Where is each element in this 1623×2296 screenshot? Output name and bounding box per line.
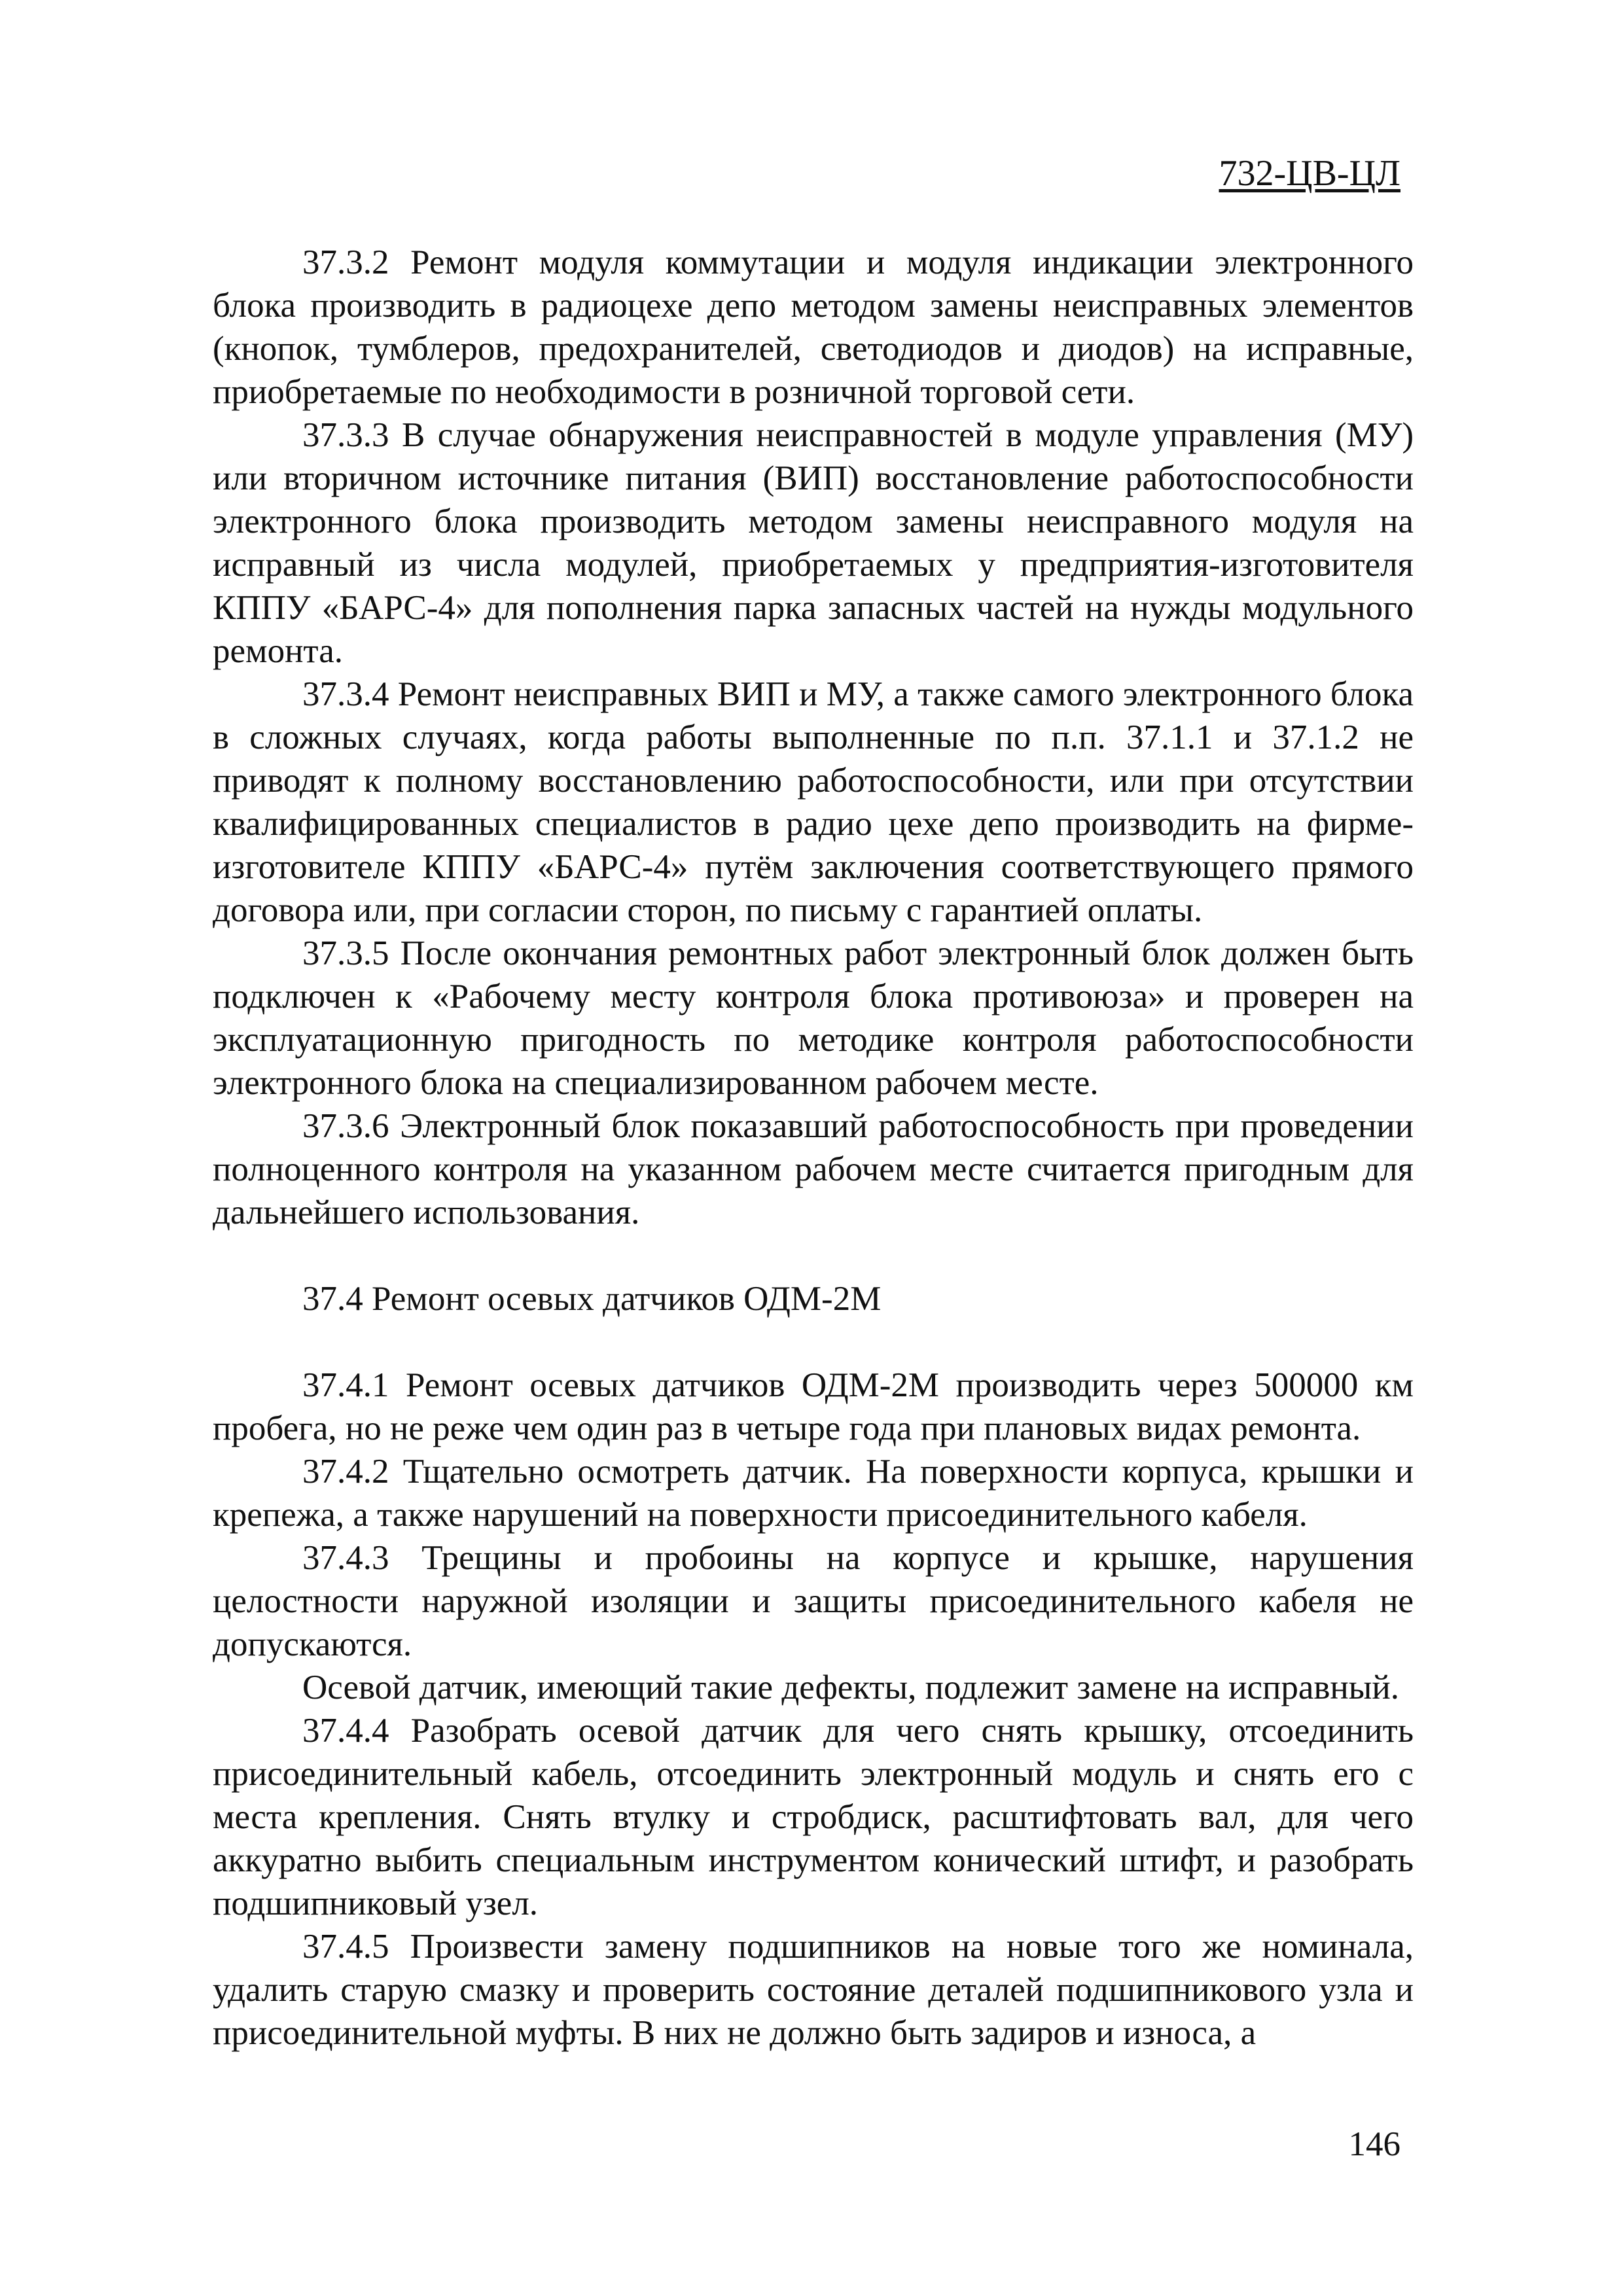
page-number: 146 bbox=[1348, 2125, 1400, 2163]
paragraph-37-4-3: 37.4.3 Трещины и пробоины на корпусе и крышке, нарушения целостности наружной изоляции и защиты присоединительного кабеля не допускаются. bbox=[213, 1539, 1414, 1663]
paragraph-37-4-1: 37.4.1 Ремонт осевых датчиков ОДМ-2М производить через 500000 км пробега, но не реже чем один раз в четыре года при плановых видах ремонта. bbox=[213, 1366, 1414, 1447]
section-heading: 37.4 Ремонт осевых датчиков ОДМ-2М bbox=[302, 1280, 882, 1318]
paragraph-37-4-5: 37.4.5 Произвести замену подшипников на новые того же номинала, удалить старую смазку и проверить состояние деталей подшипникового узла и присоединительной муфты. В них не должно быть задиров и износа, а bbox=[213, 1928, 1414, 2052]
document-code: 732-ЦВ-ЦЛ bbox=[1219, 153, 1400, 194]
body-text bbox=[213, 241, 1414, 2055]
paragraph-37-4-4: 37.4.4 Разобрать осевой датчик для чего снять крышку, отсоединить присоединительный кабель, отсоединить электронный модуль и снять его с места крепления. Снять втулку и стробдиск, расштифтовать вал, для чего аккуратно выбить специальным инструментом конический штифт, и разобрать подшипниковый узел. bbox=[213, 1712, 1414, 1922]
paragraph-37-3-4: 37.3.4 Ремонт неисправных ВИП и МУ, а также самого электронного блока в сложных случаях, когда работы выполненные по п.п. 37.1.1 и 37.1.2 не приводят к полному восстановлению работоспособности, или при отсутствии квалифицированных специалистов в радио цехе депо производить на фирме-изготовителе КППУ «БАРС-4» путём заключения соответствующего прямого договора или, при согласии сторон, по письму с гарантией оплаты. bbox=[213, 675, 1414, 929]
paragraph-defect-note: Осевой датчик, имеющий такие дефекты, подлежит замене на исправный. bbox=[302, 1669, 1399, 1706]
paragraph-37-3-3: 37.3.3 В случае обнаружения неисправностей в модуле управления (МУ) или вторичном источнике питания (ВИП) восстановление работоспособности электронного блока производить методом замены неисправного модуля на исправный из числа модулей, приобретаемых у предприятия-изготовителя КППУ «БАРС-4» для пополнения парка запасных частей на нужды модульного ремонта. bbox=[213, 416, 1414, 670]
paragraph-37-3-5: 37.3.5 После окончания ремонтных работ электронный блок должен быть подключен к «Рабочему месту контроля блока противоюза» и проверен на эксплуатационную пригодность по методике контроля работоспособности электронного блока на специализированном рабочем месте. bbox=[213, 934, 1414, 1102]
paragraph-37-3-2: 37.3.2 Ремонт модуля коммутации и модуля индикации электронного блока производить в радиоцехе депо методом замены неисправных элементов (кнопок, тумблеров, предохранителей, светодиодов и диодов) на исправные, приобретаемые по необходимости в розничной торговой сети. bbox=[213, 243, 1414, 411]
paragraph-37-4-2: 37.4.2 Тщательно осмотреть датчик. На поверхности корпуса, крышки и крепежа, а также нарушений на поверхности присоединительного кабеля. bbox=[213, 1453, 1414, 1534]
paragraph-37-3-6: 37.3.6 Электронный блок показавший работоспособность при проведении полноценного контроля на указанном рабочем месте считается пригодным для дальнейшего использования. bbox=[213, 1107, 1414, 1231]
